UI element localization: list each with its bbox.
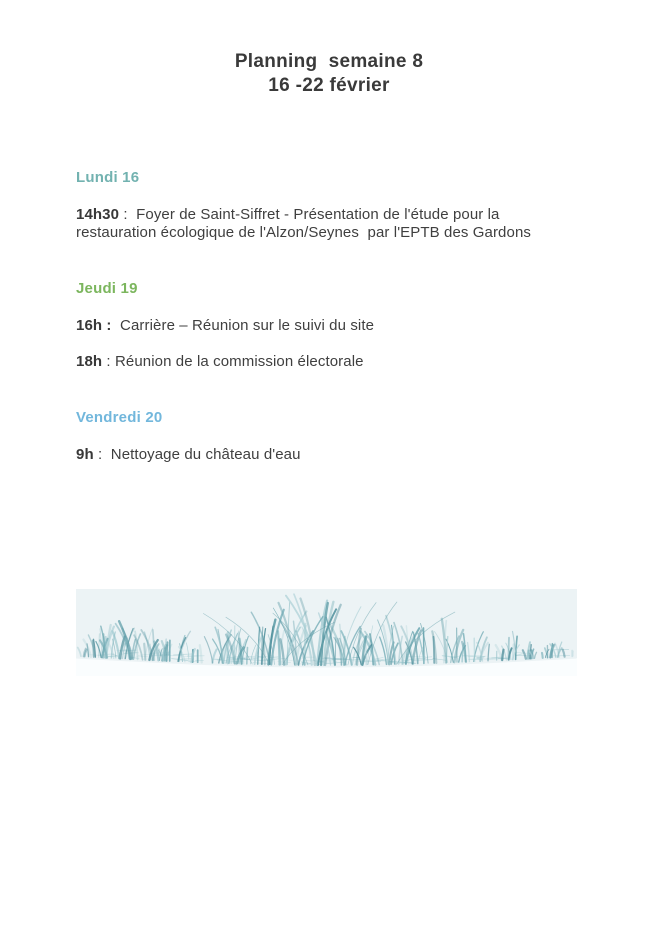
- event-time: 16h :: [76, 317, 112, 334]
- event-text: : Foyer de Saint-Siffret - Présentation de l'étude pour la restauration écologique de l'Alzon/Seynes par l'EPTB des Gardons: [76, 206, 531, 241]
- event-time: 9h: [76, 446, 94, 463]
- event-time: 18h: [76, 353, 103, 370]
- title-line-2: 16 -22 février: [268, 75, 390, 96]
- event-jeudi-16h: [76, 317, 584, 335]
- planning-content: [0, 168, 658, 464]
- event-lundi-14h30: [76, 206, 584, 242]
- day-heading-vendredi: Vendredi 20: [76, 409, 163, 426]
- event-text: : Nettoyage du château d'eau: [93, 446, 301, 463]
- event-text: : Réunion de la commission électorale: [102, 353, 364, 370]
- event-time: 14h30: [76, 206, 120, 223]
- event-vendredi-9h: [76, 446, 584, 464]
- grass-illustration-svg: [76, 589, 577, 676]
- grass-illustration: [76, 589, 577, 676]
- event-text: Carrière – Réunion sur le suivi du site: [111, 317, 375, 334]
- event-jeudi-18h: [76, 353, 584, 371]
- page-title: [0, 0, 658, 98]
- day-heading-jeudi: Jeudi 19: [76, 280, 138, 297]
- day-heading-lundi: Lundi 16: [76, 169, 140, 186]
- title-line-1: Planning semaine 8: [234, 51, 424, 72]
